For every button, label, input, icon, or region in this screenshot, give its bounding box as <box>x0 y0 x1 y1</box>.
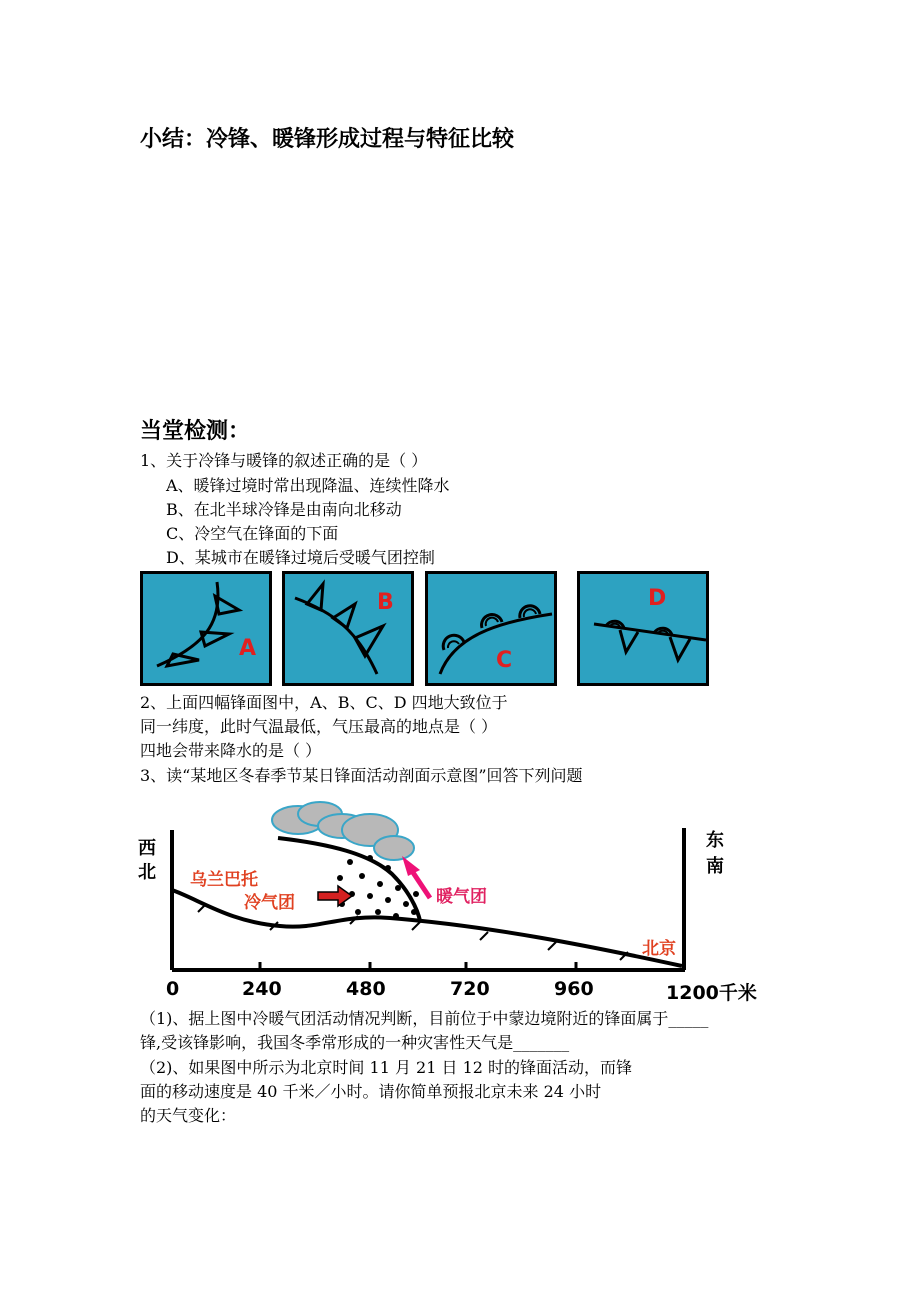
label-north: 北 <box>138 862 156 883</box>
q3-sub1-line-2: 锋,受该锋影响，我国冬季常形成的一种灾害性天气是_______ <box>140 1033 570 1052</box>
panel-label-b: B <box>377 590 394 615</box>
warm-front-diagram-c <box>428 574 557 686</box>
warm-air-label: 暖气团 <box>436 887 487 907</box>
q3-sub2-line-1: （2)、如果图中所示为北京时间 11 月 21 日 12 时的锋面活动，而锋 <box>140 1058 633 1077</box>
panel-label-c: C <box>496 648 513 673</box>
q1-stem: 1、关于冷锋与暖锋的叙述正确的是（ ） <box>140 451 428 470</box>
q1-option-c: C、冷空气在锋面的下面 <box>166 524 339 543</box>
q2-line-2: 同一纬度，此时气温最低，气压最高的地点是（ ） <box>140 717 498 736</box>
q3-sub2-line-3: 的天气变化： <box>140 1106 237 1125</box>
q3-stem: 3、读“某地区冬春季节某日锋面活动剖面示意图”回答下列问题 <box>140 766 583 785</box>
q1-option-b: B、在北半球冷锋是由南向北移动 <box>166 500 402 519</box>
q3-sub2-line-2: 面的移动速度是 40 千米／小时。请你简单预报北京未来 24 小时 <box>140 1082 602 1101</box>
city-beijing: 北京 <box>642 939 676 959</box>
q3-sub1-line-1: （1)、据上图中冷暖气团活动情况判断，目前位于中蒙边境附近的锋面属于_____ <box>140 1009 709 1028</box>
summary-title: 小结：冷锋、暖锋形成过程与特征比较 <box>140 127 515 152</box>
cold-front-diagram-b <box>285 574 414 686</box>
label-west: 西 <box>138 838 156 859</box>
panel-label-d: D <box>648 586 667 611</box>
warm-air-arrowhead-icon <box>402 856 420 876</box>
front-panel-d <box>577 571 709 686</box>
label-east: 东 <box>706 830 724 851</box>
front-panel-c <box>425 571 557 686</box>
x-tick-label: 240 <box>242 978 282 1000</box>
front-panel-a <box>140 571 272 686</box>
x-tick-label: 0 <box>166 978 180 1000</box>
cold-front-diagram-a <box>143 574 272 686</box>
cold-air-label: 冷气团 <box>244 893 295 913</box>
q1-option-d: D、某城市在暖锋过境后受暖气团控制 <box>166 548 435 567</box>
occluded-front-diagram-d <box>580 574 709 686</box>
x-tick-label: 960 <box>554 978 594 1000</box>
q2-line-1: 2、上面四幅锋面图中，A、B、C、D 四地大致位于 <box>140 693 508 712</box>
cold-air-arrow-icon <box>318 886 352 906</box>
quiz-title: 当堂检测： <box>140 419 251 444</box>
label-south: 南 <box>706 856 724 877</box>
q1-option-a: A、暖锋过境时常出现降温、连续性降水 <box>166 476 450 495</box>
front-panel-b <box>282 571 414 686</box>
x-tick-label: 480 <box>346 978 386 1000</box>
x-tick-label: 1200千米 <box>666 982 757 1004</box>
city-ulanbator: 乌兰巴托 <box>190 870 258 890</box>
x-tick-label: 720 <box>450 978 490 1000</box>
panel-label-a: A <box>239 636 257 661</box>
q2-line-3: 四地会带来降水的是（ ） <box>140 741 322 760</box>
